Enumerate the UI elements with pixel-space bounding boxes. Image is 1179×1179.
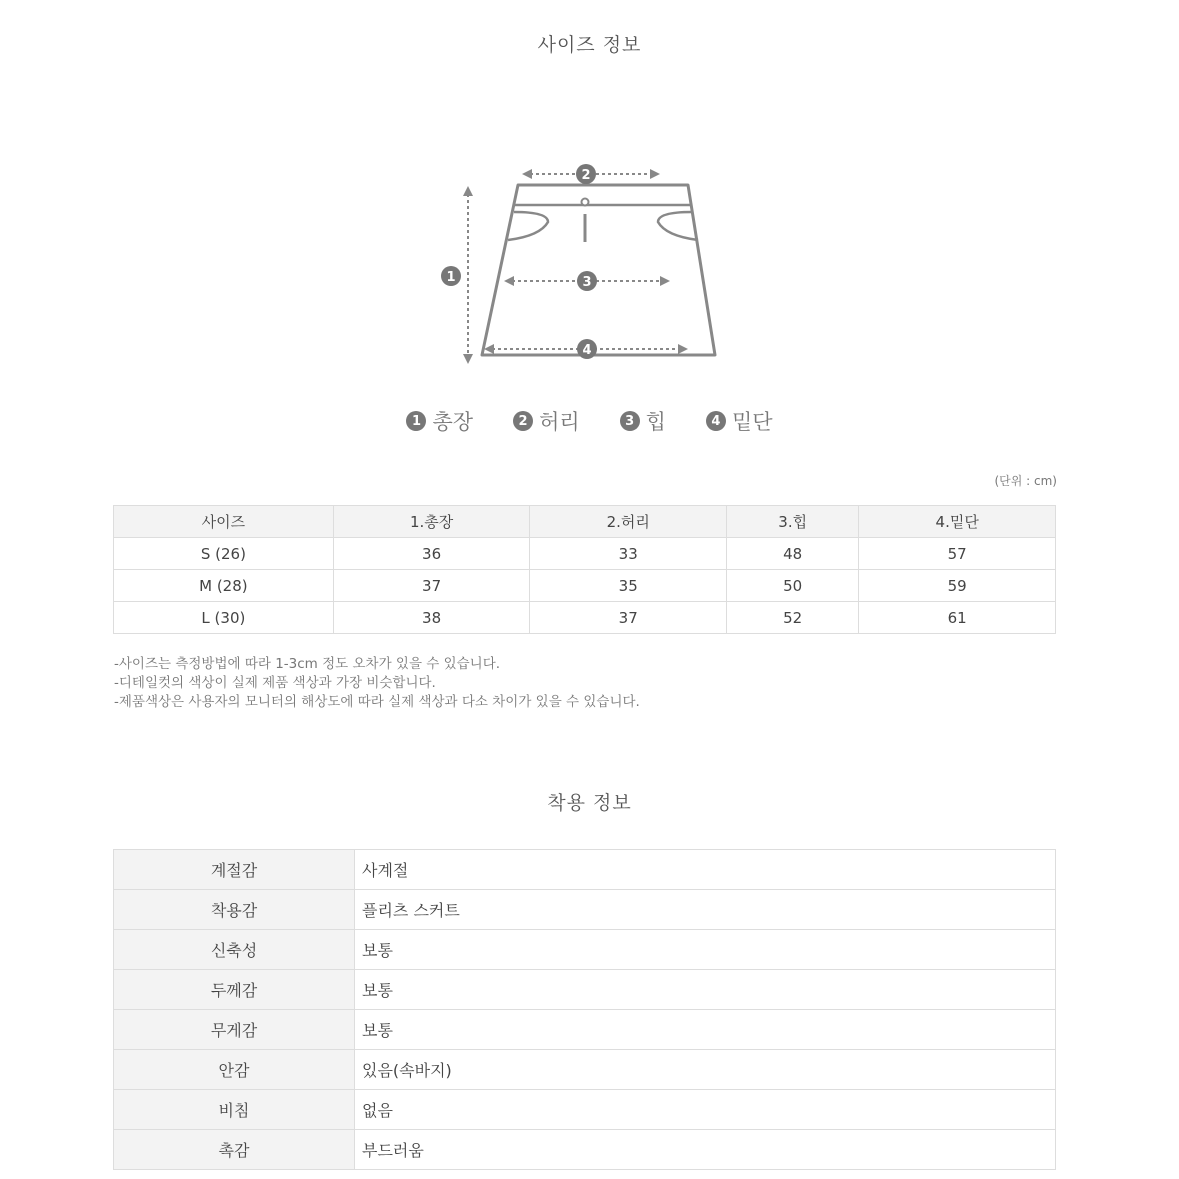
size-cell: M (28) — [114, 570, 334, 602]
row-label: 계절감 — [114, 850, 355, 890]
skirt-diagram — [430, 150, 750, 380]
wear-info-table — [113, 849, 1056, 1170]
row-label: 비침 — [114, 1090, 355, 1130]
legend-waist — [513, 406, 580, 436]
table-row — [114, 850, 1056, 890]
value-cell: 61 — [859, 602, 1056, 634]
unit-label: (단위 : cm) — [994, 474, 1057, 488]
value-cell: 38 — [333, 602, 530, 634]
value-cell: 50 — [727, 570, 859, 602]
size-cell: L (30) — [114, 602, 334, 634]
legend-hip — [620, 406, 666, 436]
row-value: 부드러움 — [355, 1130, 1056, 1170]
table-row — [114, 1090, 1056, 1130]
legend-number: 3 — [620, 411, 640, 431]
row-label: 착용감 — [114, 890, 355, 930]
header-total-length: 1.총장 — [333, 506, 530, 538]
size-notes — [114, 655, 640, 712]
row-value: 보통 — [355, 970, 1056, 1010]
legend-label: 밑단 — [731, 410, 773, 434]
header-hem: 4.밑단 — [859, 506, 1056, 538]
legend-total-length — [406, 406, 473, 436]
legend-label: 총장 — [432, 410, 474, 434]
legend-label: 힙 — [645, 410, 666, 434]
value-cell: 48 — [727, 538, 859, 570]
legend-hem — [706, 406, 773, 436]
value-cell: 35 — [530, 570, 727, 602]
size-cell: S (26) — [114, 538, 334, 570]
table-row — [114, 1050, 1056, 1090]
row-value: 플리츠 스커트 — [355, 890, 1056, 930]
size-table — [113, 505, 1056, 634]
wear-info-title: 착용 정보 — [547, 792, 632, 814]
note-line: -제품색상은 사용자의 모니터의 해상도에 따라 실제 색상과 다소 차이가 있을 수 있습니다. — [114, 694, 640, 710]
table-row — [114, 970, 1056, 1010]
header-waist: 2.허리 — [530, 506, 727, 538]
size-info-title: 사이즈 정보 — [537, 34, 642, 56]
header-hip: 3.힙 — [727, 506, 859, 538]
marker-hip — [577, 271, 597, 291]
row-label: 안감 — [114, 1050, 355, 1090]
row-value: 보통 — [355, 1010, 1056, 1050]
marker-total-length — [441, 266, 461, 286]
table-row — [114, 602, 1056, 634]
marker-hem — [577, 339, 597, 359]
svg-text:2: 2 — [581, 168, 591, 183]
header-size: 사이즈 — [114, 506, 334, 538]
svg-text:3: 3 — [582, 275, 592, 290]
value-cell: 37 — [333, 570, 530, 602]
row-value: 없음 — [355, 1090, 1056, 1130]
note-line: -디테일컷의 색상이 실제 제품 색상과 가장 비슷합니다. — [114, 675, 436, 691]
legend-number: 4 — [706, 411, 726, 431]
table-row — [114, 930, 1056, 970]
note-line: -사이즈는 측정방법에 따라 1-3cm 정도 오차가 있을 수 있습니다. — [114, 656, 501, 672]
row-label: 촉감 — [114, 1130, 355, 1170]
legend-label: 허리 — [539, 410, 580, 434]
measurement-legend — [0, 406, 1179, 436]
svg-text:4: 4 — [582, 343, 592, 358]
table-row — [114, 538, 1056, 570]
legend-number: 1 — [406, 411, 426, 431]
table-row — [114, 890, 1056, 930]
marker-waist — [576, 164, 596, 184]
size-table-header — [114, 506, 1056, 538]
row-label: 신축성 — [114, 930, 355, 970]
legend-number: 2 — [513, 411, 533, 431]
value-cell: 33 — [530, 538, 727, 570]
table-row — [114, 1010, 1056, 1050]
row-value: 있음(속바지) — [355, 1050, 1056, 1090]
value-cell: 37 — [530, 602, 727, 634]
value-cell: 36 — [333, 538, 530, 570]
value-cell: 52 — [727, 602, 859, 634]
table-row — [114, 1130, 1056, 1170]
svg-text:1: 1 — [446, 270, 456, 285]
table-row — [114, 570, 1056, 602]
row-label: 두께감 — [114, 970, 355, 1010]
row-label: 무게감 — [114, 1010, 355, 1050]
value-cell: 59 — [859, 570, 1056, 602]
value-cell: 57 — [859, 538, 1056, 570]
row-value: 보통 — [355, 930, 1056, 970]
row-value: 사계절 — [355, 850, 1056, 890]
